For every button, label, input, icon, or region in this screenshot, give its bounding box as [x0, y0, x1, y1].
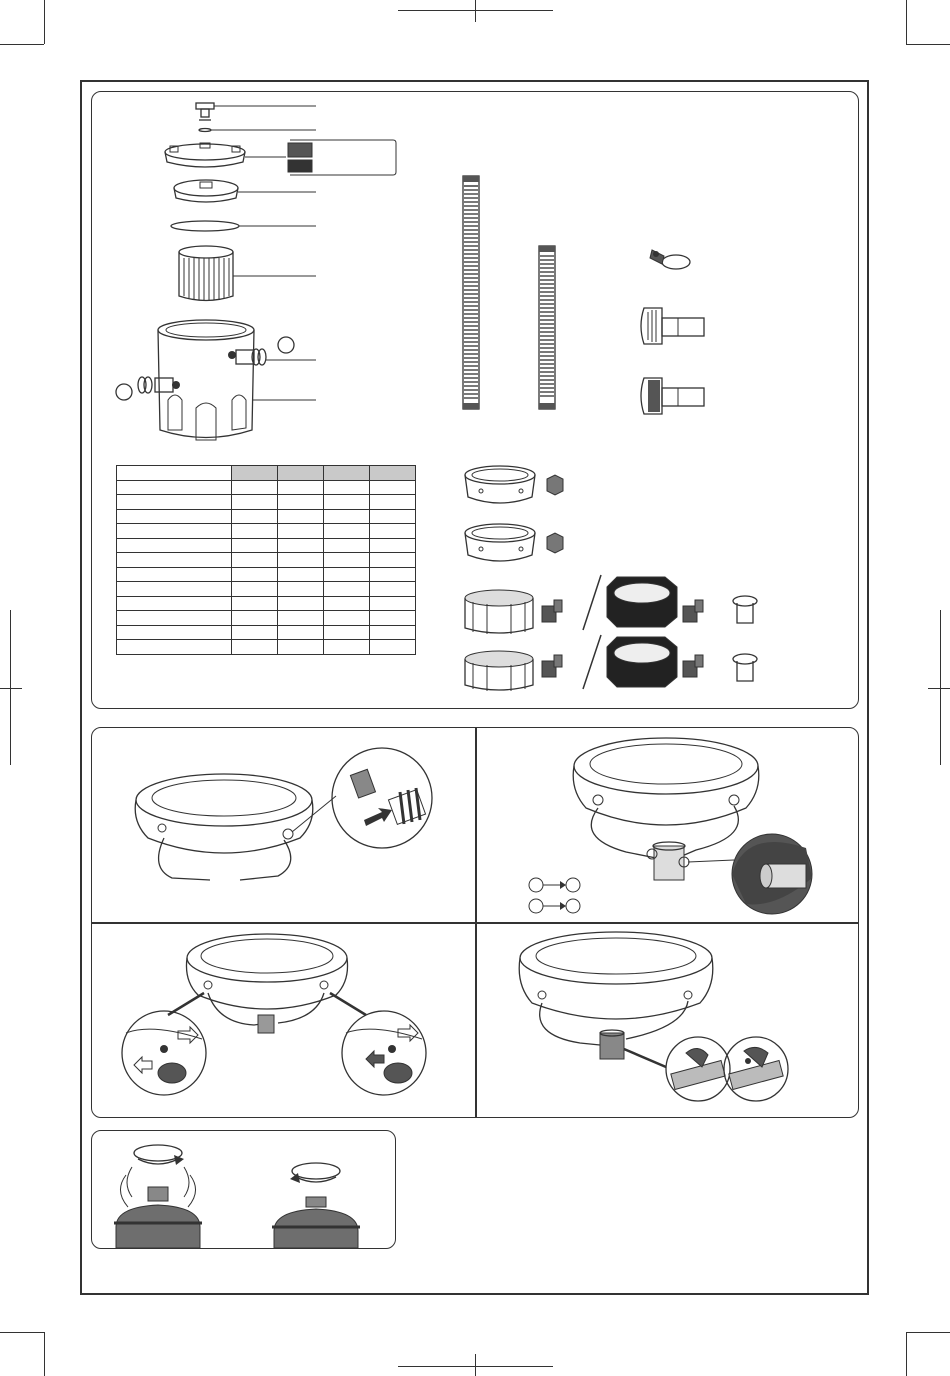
- spec-table-row: [117, 480, 416, 495]
- spec-table-cell: [232, 524, 278, 539]
- spec-table-cell: [370, 509, 416, 524]
- spec-table-cell: [232, 495, 278, 510]
- spec-table-cell: [232, 582, 278, 597]
- spec-table-cell: [232, 538, 278, 553]
- spec-table-cell: [324, 480, 370, 495]
- spec-table-cell: [278, 596, 324, 611]
- spec-table-cell: [324, 625, 370, 640]
- spec-table-cell: [117, 582, 232, 597]
- spec-table-cell: [370, 611, 416, 626]
- nut-detail-icon: [288, 143, 312, 172]
- zoom-clamp-tight: [724, 1037, 788, 1101]
- adapter-a-icon: [547, 475, 563, 495]
- spec-table-cell: [278, 509, 324, 524]
- spec-table-cell: [117, 538, 232, 553]
- step-connect-hose-to-pool: [92, 728, 475, 922]
- spec-table-cell: [370, 567, 416, 582]
- callout-circle-inlet: [278, 337, 294, 353]
- easy-set-pool-a: [465, 466, 535, 503]
- spec-table-cell: [232, 596, 278, 611]
- valve-icon-c: [542, 655, 562, 677]
- zoom-clamp-loose: [666, 1037, 730, 1101]
- spec-table-cell: [232, 480, 278, 495]
- spec-table-cell: [370, 524, 416, 539]
- spec-table-cell: [324, 567, 370, 582]
- arrow-icon: [364, 808, 392, 826]
- spec-table-cell: [370, 466, 416, 481]
- spec-table-row: [117, 640, 416, 655]
- filter-cartridge-part: [179, 246, 233, 301]
- frame-pool-round-a: [465, 590, 533, 634]
- valve-icon-b: [683, 600, 703, 622]
- filter-lid-nut-part: [165, 143, 245, 167]
- pump-illustration: [600, 1030, 624, 1059]
- spec-table-cell: [278, 567, 324, 582]
- skimmer-icon-a: [733, 596, 757, 623]
- spec-table-cell: [232, 509, 278, 524]
- zoom-hose-to-fitting: [332, 748, 432, 848]
- spec-table: [116, 465, 416, 655]
- spec-table-cell: [117, 611, 232, 626]
- o-ring-small-part: [199, 129, 211, 132]
- fittings-group: [630, 240, 720, 440]
- strainer-grid-part: [641, 308, 704, 344]
- frame-pool-oval-b: [607, 637, 677, 687]
- spec-table-cell: [324, 524, 370, 539]
- easy-set-pool-b: [465, 524, 535, 561]
- pool-illustration: [519, 932, 713, 1019]
- zoom-left-connector: [122, 1011, 206, 1095]
- inlet-connector-part: [236, 349, 266, 365]
- spec-table-cell: [117, 596, 232, 611]
- spec-table-cell: [278, 524, 324, 539]
- spec-table-cell: [117, 553, 232, 568]
- hoses-group: [455, 170, 565, 415]
- spec-table-cell: [370, 538, 416, 553]
- spec-table-cell: [324, 495, 370, 510]
- valve-icon-d: [683, 655, 703, 677]
- step-connect-hoses-to-pump: [476, 728, 858, 922]
- spec-table-cell: [324, 538, 370, 553]
- valve-icon-a: [542, 600, 562, 622]
- callout-circle-outlet: [116, 384, 132, 400]
- spec-table-row: [117, 596, 416, 611]
- spec-table-cell: [117, 524, 232, 539]
- pool-compatibility-group: [455, 455, 795, 695]
- pool-illustration: [573, 738, 759, 825]
- spec-table-cell: [232, 611, 278, 626]
- spec-table-cell: [278, 625, 324, 640]
- connection-legend: [529, 878, 580, 913]
- release-air-view: [114, 1145, 202, 1248]
- spec-table-row: [117, 524, 416, 539]
- spec-table-cell: [278, 466, 324, 481]
- hose-clamp-part: [650, 250, 690, 269]
- pump-illustration: [258, 1015, 274, 1033]
- spec-table-row: [117, 538, 416, 553]
- close-valve-view: [272, 1163, 360, 1248]
- step-tighten-hose-clamps: [476, 923, 858, 1117]
- spec-table-cell: [232, 553, 278, 568]
- spec-table-row: [117, 611, 416, 626]
- spec-table-cell: [117, 495, 232, 510]
- pool-illustration: [186, 934, 347, 1009]
- spec-table-row: [117, 509, 416, 524]
- spec-table-cell: [232, 466, 278, 481]
- spec-table-cell: [370, 640, 416, 655]
- spec-table-cell: [278, 640, 324, 655]
- pool-illustration: [135, 774, 313, 880]
- air-release-valve-part: [196, 103, 214, 120]
- filter-cover-part: [174, 180, 238, 202]
- spec-table-cell: [117, 480, 232, 495]
- spec-table-cell: [278, 538, 324, 553]
- spec-table-header-row: [117, 466, 416, 481]
- adapter-b-icon: [547, 533, 563, 553]
- spec-table-row: [117, 625, 416, 640]
- spec-table-cell: [324, 509, 370, 524]
- strainer-connector-part: [641, 378, 704, 414]
- skimmer-icon-b: [733, 654, 757, 681]
- o-ring-large-part: [171, 221, 239, 231]
- spec-table-cell: [370, 582, 416, 597]
- spec-table-cell: [370, 495, 416, 510]
- spec-table-cell: [278, 582, 324, 597]
- spec-table-cell: [278, 480, 324, 495]
- pump-illustration: [653, 842, 685, 880]
- spec-table-cell: [117, 640, 232, 655]
- spec-table-cell: [117, 466, 232, 481]
- step-install-strainer-connectors: [92, 923, 475, 1117]
- spec-table-cell: [324, 640, 370, 655]
- spec-table-cell: [324, 553, 370, 568]
- spec-table-cell: [232, 625, 278, 640]
- spec-table-cell: [117, 509, 232, 524]
- spec-table-cell: [117, 625, 232, 640]
- spec-table-cell: [324, 582, 370, 597]
- spec-table-row: [117, 495, 416, 510]
- spec-table-cell: [324, 466, 370, 481]
- outlet-connector-part: [138, 377, 173, 393]
- spec-table-cell: [370, 625, 416, 640]
- spec-table-cell: [278, 553, 324, 568]
- spec-table-row: [117, 567, 416, 582]
- frame-pool-round-b: [465, 651, 533, 691]
- spec-table-cell: [370, 596, 416, 611]
- spec-table-row: [117, 582, 416, 597]
- spec-table-cell: [324, 596, 370, 611]
- zoom-right-connector: [342, 1011, 426, 1095]
- spec-table-cell: [232, 640, 278, 655]
- zoom-hose-to-pump: [732, 834, 812, 914]
- spec-table-cell: [232, 567, 278, 582]
- spec-table-cell: [370, 553, 416, 568]
- spec-table-cell: [324, 611, 370, 626]
- spec-table-row: [117, 553, 416, 568]
- spec-table-cell: [278, 611, 324, 626]
- spec-table-cell: [278, 495, 324, 510]
- spec-table-cell: [370, 480, 416, 495]
- air-release-illustration: [92, 1131, 395, 1248]
- spec-table-cell: [117, 567, 232, 582]
- frame-pool-oval-a: [607, 577, 677, 627]
